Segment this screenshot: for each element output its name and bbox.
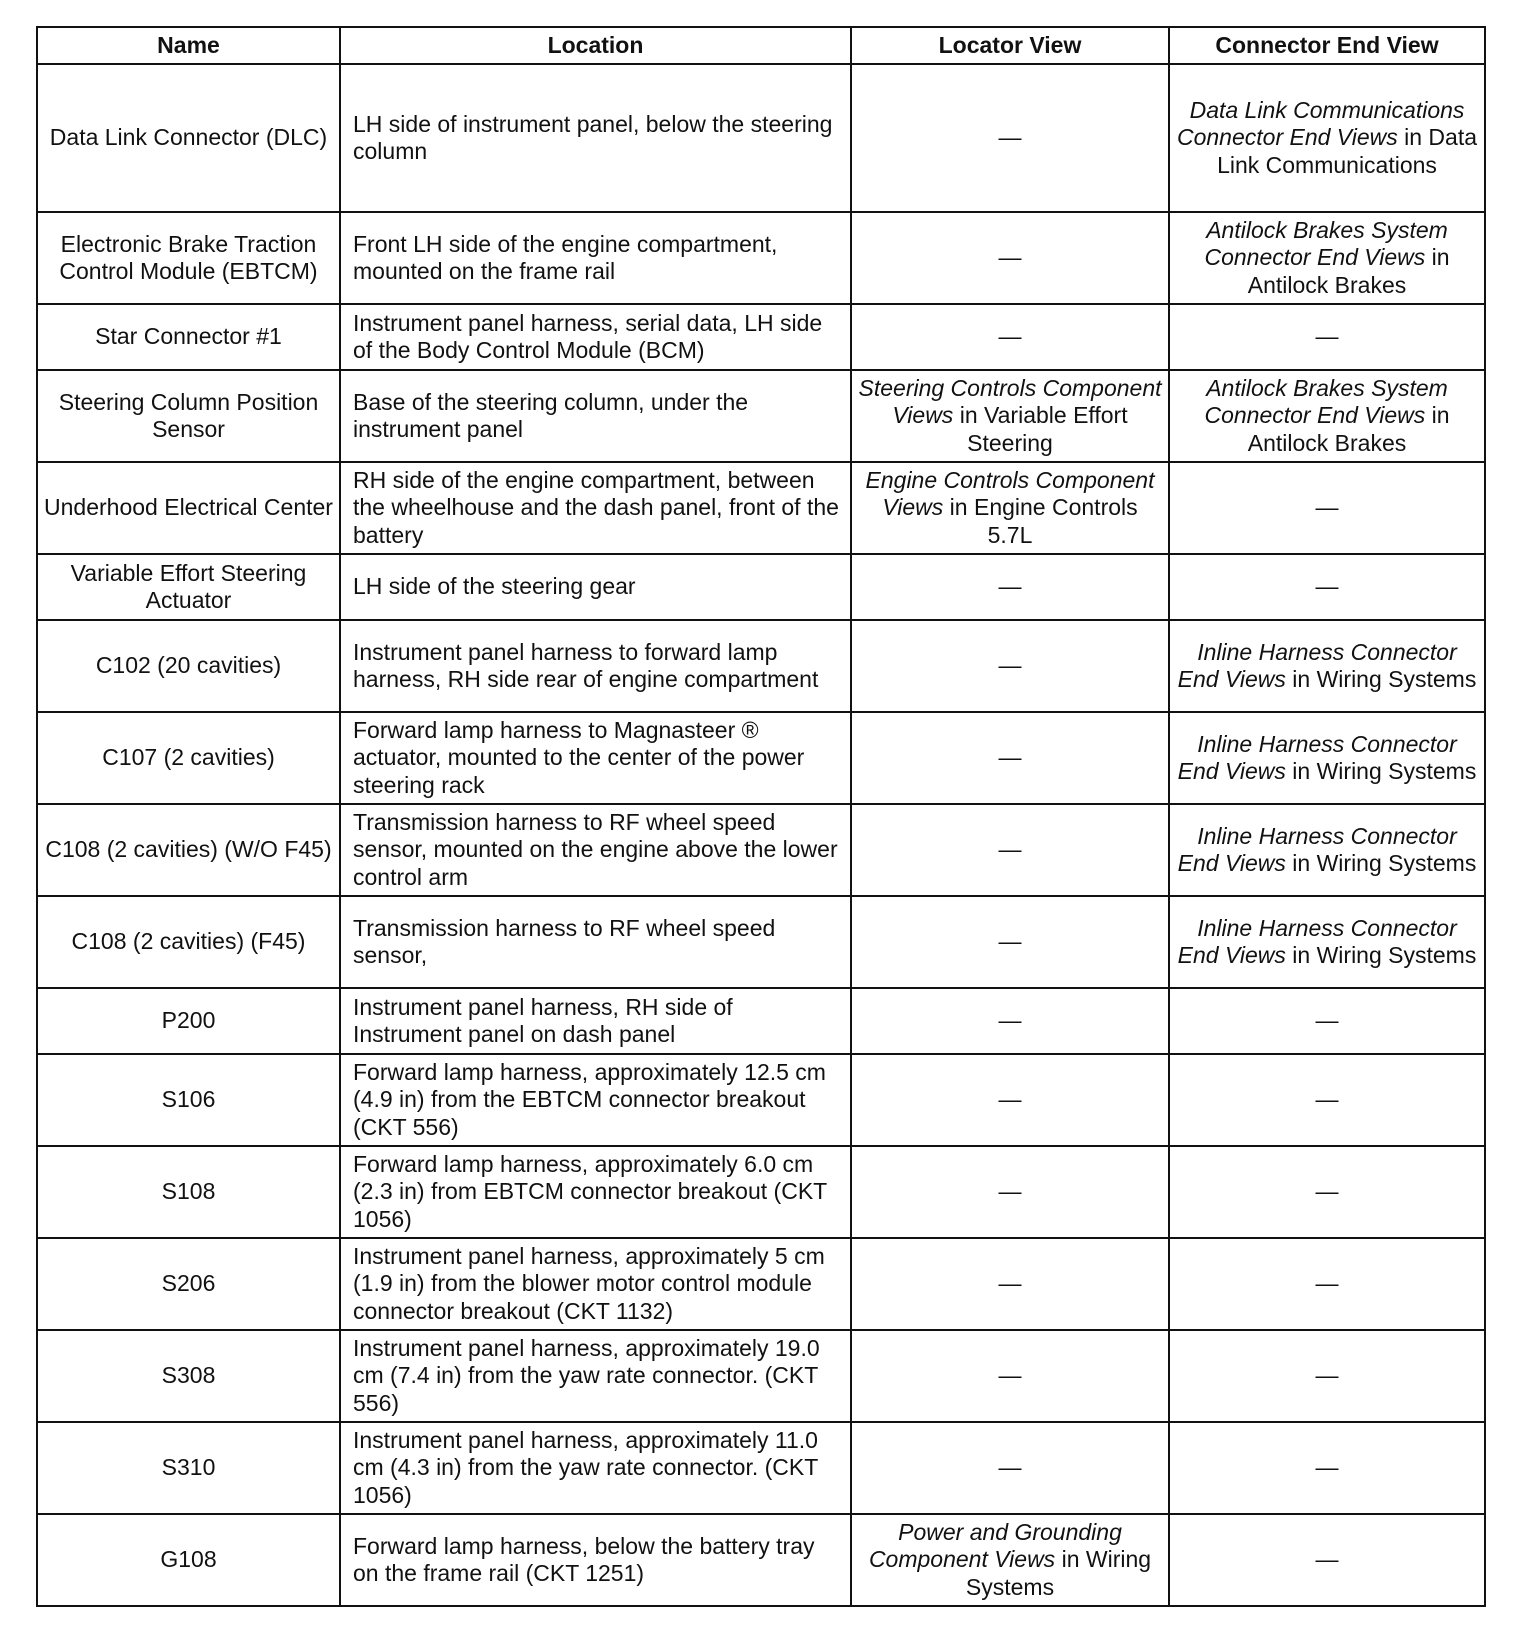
table-row [37, 1238, 1485, 1330]
cell-locator-view [851, 620, 1169, 712]
connector-reference-text: — [1315, 1270, 1339, 1297]
connector-reference-text: in Wiring Systems [1285, 758, 1477, 784]
cell-name: Data Link Connector (DLC) [37, 64, 340, 212]
connector-reference-text: in Antilock Brakes [1247, 244, 1450, 298]
cell-connector-end-view [1169, 1238, 1485, 1330]
connector-reference-text: — [1315, 573, 1339, 600]
cell-name: P200 [37, 988, 340, 1054]
connector-reference-title: Inline Harness Connector End Views [1177, 822, 1457, 876]
cell-locator-view [851, 304, 1169, 370]
cell-name: Star Connector #1 [37, 304, 340, 370]
cell-location: Instrument panel harness to forward lamp harness, RH side rear of engine compartment [340, 620, 851, 712]
table-row [37, 1422, 1485, 1514]
cell-locator-view [851, 1054, 1169, 1146]
cell-connector-end-view [1169, 1422, 1485, 1514]
cell-name: Electronic Brake Traction Control Module (EBTCM) [37, 212, 340, 304]
cell-location: RH side of the engine compartment, between the wheelhouse and the dash panel, front of the battery [340, 462, 851, 554]
table-row [37, 304, 1485, 370]
header-locator-view: Locator View [851, 27, 1169, 64]
locator-reference-title: Steering Controls Component Views [858, 374, 1162, 429]
connector-location-table [36, 26, 1486, 1607]
cell-location: Transmission harness to RF wheel speed sensor, [340, 896, 851, 988]
cell-connector-end-view [1169, 1146, 1485, 1238]
cell-connector-end-view [1169, 620, 1485, 712]
cell-connector-end-view [1169, 64, 1485, 212]
connector-reference-text: — [1315, 1086, 1339, 1113]
locator-reference-text: — [998, 573, 1022, 600]
cell-locator-view [851, 804, 1169, 896]
locator-reference-title: Engine Controls Component Views [865, 466, 1155, 521]
connector-reference-text: in Data Link Communications [1217, 124, 1478, 178]
table-row [37, 712, 1485, 804]
cell-locator-view [851, 1238, 1169, 1330]
cell-location: Base of the steering column, under the instrument panel [340, 370, 851, 462]
cell-locator-view [851, 1514, 1169, 1606]
cell-name: Underhood Electrical Center [37, 462, 340, 554]
connector-reference-text: in Wiring Systems [1285, 850, 1477, 876]
table-row [37, 462, 1485, 554]
cell-locator-view [851, 896, 1169, 988]
cell-location: Instrument panel harness, approximately 5 cm (1.9 in) from the blower motor control module connector breakout (CKT 1132) [340, 1238, 851, 1330]
cell-location: Forward lamp harness to Magnasteer ® actuator, mounted to the center of the power steering rack [340, 712, 851, 804]
cell-name: S108 [37, 1146, 340, 1238]
cell-connector-end-view [1169, 1330, 1485, 1422]
cell-connector-end-view [1169, 988, 1485, 1054]
table-row [37, 1146, 1485, 1238]
cell-connector-end-view [1169, 1514, 1485, 1606]
cell-name: G108 [37, 1514, 340, 1606]
cell-location: Forward lamp harness, approximately 6.0 cm (2.3 in) from EBTCM connector breakout (CKT 1056) [340, 1146, 851, 1238]
cell-locator-view [851, 64, 1169, 212]
cell-connector-end-view [1169, 554, 1485, 620]
table-row [37, 896, 1485, 988]
header-name: Name [37, 27, 340, 64]
cell-locator-view [851, 554, 1169, 620]
connector-reference-text: in Antilock Brakes [1247, 402, 1450, 456]
cell-location: Instrument panel harness, serial data, LH side of the Body Control Module (BCM) [340, 304, 851, 370]
table-row [37, 1514, 1485, 1606]
cell-location: Instrument panel harness, approximately 11.0 cm (4.3 in) from the yaw rate connector. (CKT 1056) [340, 1422, 851, 1514]
cell-location: Forward lamp harness, approximately 12.5 cm (4.9 in) from the EBTCM connector breakout (CKT 556) [340, 1054, 851, 1146]
locator-reference-text: — [998, 124, 1022, 151]
connector-reference-title: Antilock Brakes System Connector End Views [1204, 216, 1448, 271]
cell-connector-end-view [1169, 462, 1485, 554]
connector-reference-text: — [1315, 1178, 1339, 1205]
cell-connector-end-view [1169, 804, 1485, 896]
table-row [37, 1054, 1485, 1146]
table-row [37, 64, 1485, 212]
cell-location: Forward lamp harness, below the battery tray on the frame rail (CKT 1251) [340, 1514, 851, 1606]
locator-reference-text: — [998, 1178, 1022, 1205]
locator-reference-text: — [998, 1086, 1022, 1113]
cell-locator-view [851, 1146, 1169, 1238]
table-row [37, 212, 1485, 304]
cell-locator-view [851, 1330, 1169, 1422]
cell-name: C102 (20 cavities) [37, 620, 340, 712]
cell-locator-view [851, 988, 1169, 1054]
table-row [37, 988, 1485, 1054]
locator-reference-text: in Wiring Systems [965, 1546, 1152, 1600]
cell-name: Steering Column Position Sensor [37, 370, 340, 462]
locator-reference-text: in Engine Controls 5.7L [943, 494, 1138, 548]
table-header-row [37, 27, 1485, 64]
cell-name: S310 [37, 1422, 340, 1514]
connector-reference-text: in Wiring Systems [1285, 666, 1477, 692]
table-row [37, 804, 1485, 896]
cell-locator-view [851, 462, 1169, 554]
cell-locator-view [851, 212, 1169, 304]
locator-reference-text: — [998, 744, 1022, 771]
connector-reference-title: Inline Harness Connector End Views [1177, 730, 1457, 784]
connector-reference-text: — [1315, 494, 1339, 521]
locator-reference-text: — [998, 652, 1022, 679]
cell-location: Front LH side of the engine compartment, mounted on the frame rail [340, 212, 851, 304]
cell-name: Variable Effort Steering Actuator [37, 554, 340, 620]
connector-reference-title: Inline Harness Connector End Views [1177, 638, 1457, 692]
connector-reference-text: in Wiring Systems [1285, 942, 1477, 968]
locator-reference-text: — [998, 323, 1022, 350]
connector-reference-title: Antilock Brakes System Connector End Views [1204, 374, 1448, 429]
cell-location: Instrument panel harness, RH side of Instrument panel on dash panel [340, 988, 851, 1054]
connector-reference-text: — [1315, 323, 1339, 350]
cell-name: S206 [37, 1238, 340, 1330]
table-row [37, 554, 1485, 620]
cell-name: C108 (2 cavities) (W/O F45) [37, 804, 340, 896]
locator-reference-title: Power and Grounding Component Views [868, 1518, 1122, 1573]
cell-connector-end-view [1169, 370, 1485, 462]
locator-reference-text: in Variable Effort Steering [953, 402, 1128, 456]
locator-reference-text: — [998, 836, 1022, 863]
connector-reference-text: — [1315, 1546, 1339, 1573]
connector-table-container [36, 26, 1486, 1607]
connector-reference-text: — [1315, 1454, 1339, 1481]
cell-name: S106 [37, 1054, 340, 1146]
table-row [37, 1330, 1485, 1422]
cell-locator-view [851, 370, 1169, 462]
cell-connector-end-view [1169, 212, 1485, 304]
locator-reference-text: — [998, 1362, 1022, 1389]
cell-name: S308 [37, 1330, 340, 1422]
cell-location: Transmission harness to RF wheel speed sensor, mounted on the engine above the lower control arm [340, 804, 851, 896]
cell-connector-end-view [1169, 304, 1485, 370]
locator-reference-text: — [998, 928, 1022, 955]
cell-name: C108 (2 cavities) (F45) [37, 896, 340, 988]
header-connector-end-view: Connector End View [1169, 27, 1485, 64]
header-location: Location [340, 27, 851, 64]
cell-location: Instrument panel harness, approximately 19.0 cm (7.4 in) from the yaw rate connector. (CKT 556) [340, 1330, 851, 1422]
cell-location: LH side of instrument panel, below the steering column [340, 64, 851, 212]
cell-name: C107 (2 cavities) [37, 712, 340, 804]
table-row [37, 620, 1485, 712]
connector-reference-text: — [1315, 1362, 1339, 1389]
locator-reference-text: — [998, 1454, 1022, 1481]
cell-connector-end-view [1169, 712, 1485, 804]
connector-reference-text: — [1315, 1007, 1339, 1034]
connector-reference-title: Data Link Communications Connector End Views [1176, 96, 1465, 151]
table-row [37, 370, 1485, 462]
locator-reference-text: — [998, 1007, 1022, 1034]
cell-connector-end-view [1169, 896, 1485, 988]
connector-reference-title: Inline Harness Connector End Views [1177, 914, 1457, 968]
locator-reference-text: — [998, 1270, 1022, 1297]
cell-locator-view [851, 712, 1169, 804]
locator-reference-text: — [998, 244, 1022, 271]
cell-location: LH side of the steering gear [340, 554, 851, 620]
cell-locator-view [851, 1422, 1169, 1514]
cell-connector-end-view [1169, 1054, 1485, 1146]
